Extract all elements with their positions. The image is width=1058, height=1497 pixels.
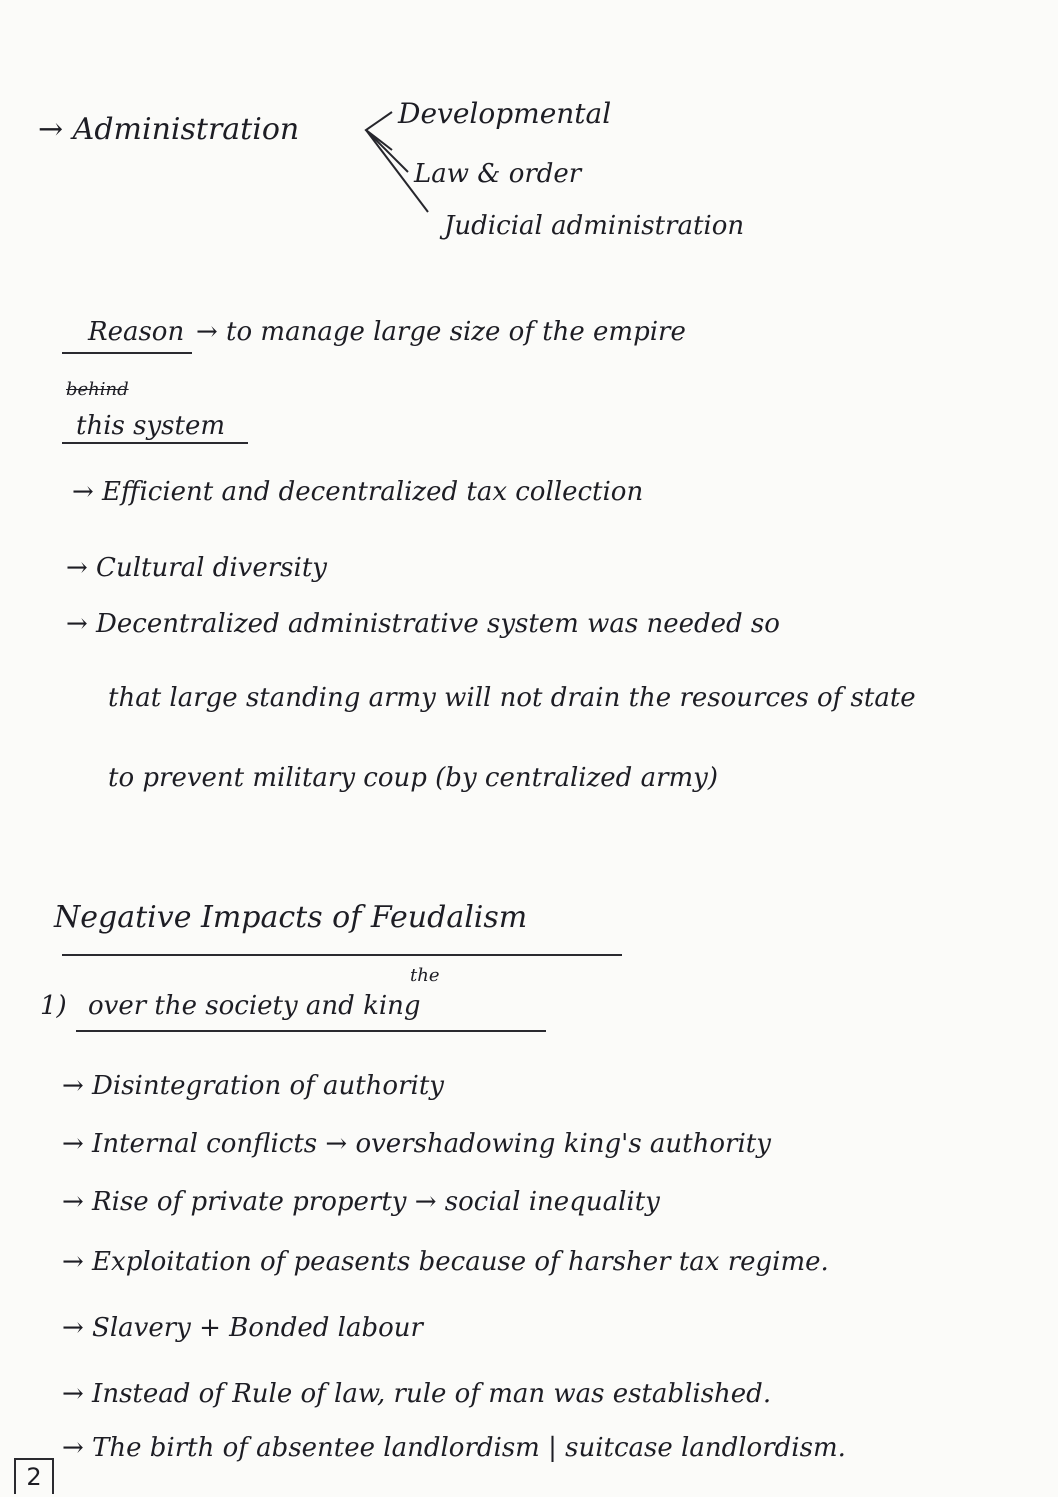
- reason-underline: [62, 352, 192, 354]
- reason-item: → Efficient and decentralized tax collection: [72, 477, 644, 507]
- subheading-text: over the society and king: [88, 991, 421, 1021]
- caret-insert-the: the: [410, 965, 440, 986]
- reason-item: that large standing army will not drain the resources of state: [108, 683, 916, 713]
- reason-item: to prevent military coup (by centralized army): [108, 763, 719, 793]
- negative-item: → Disintegration of authority: [62, 1071, 444, 1101]
- branch-law-order: Law & order: [414, 159, 582, 189]
- negative-item: → Rise of private property → social inequality: [62, 1187, 660, 1217]
- negative-item: → Slavery + Bonded labour: [62, 1313, 423, 1343]
- reason-text: → to manage large size of the empire: [196, 317, 686, 347]
- reason-label-underline: [62, 442, 248, 444]
- subheading-underline: [76, 1030, 546, 1032]
- negative-item: → Internal conflicts → overshadowing king's authority: [62, 1129, 771, 1159]
- branch-judicial-administration: Judicial administration: [444, 211, 745, 241]
- reason-label: Reason: [88, 317, 185, 347]
- subheading-number: 1): [40, 991, 67, 1021]
- reason-label-this-system: this system: [76, 411, 225, 441]
- reason-label-behind: behind: [66, 379, 129, 400]
- negative-item: → The birth of absentee landlordism | suitcase landlordism.: [62, 1433, 846, 1463]
- reason-item: → Decentralized administrative system was needed so: [66, 609, 780, 639]
- negative-impacts-heading: Negative Impacts of Feudalism: [54, 900, 528, 935]
- heading-underline: [62, 954, 622, 956]
- negative-item: → Exploitation of peasents because of harsher tax regime.: [62, 1247, 829, 1277]
- negative-item: → Instead of Rule of law, rule of man was established.: [62, 1379, 772, 1409]
- administration-label: → Administration: [38, 112, 300, 147]
- reason-item: → Cultural diversity: [66, 553, 327, 583]
- branch-developmental: Developmental: [398, 97, 612, 130]
- page-number: 2: [14, 1458, 54, 1494]
